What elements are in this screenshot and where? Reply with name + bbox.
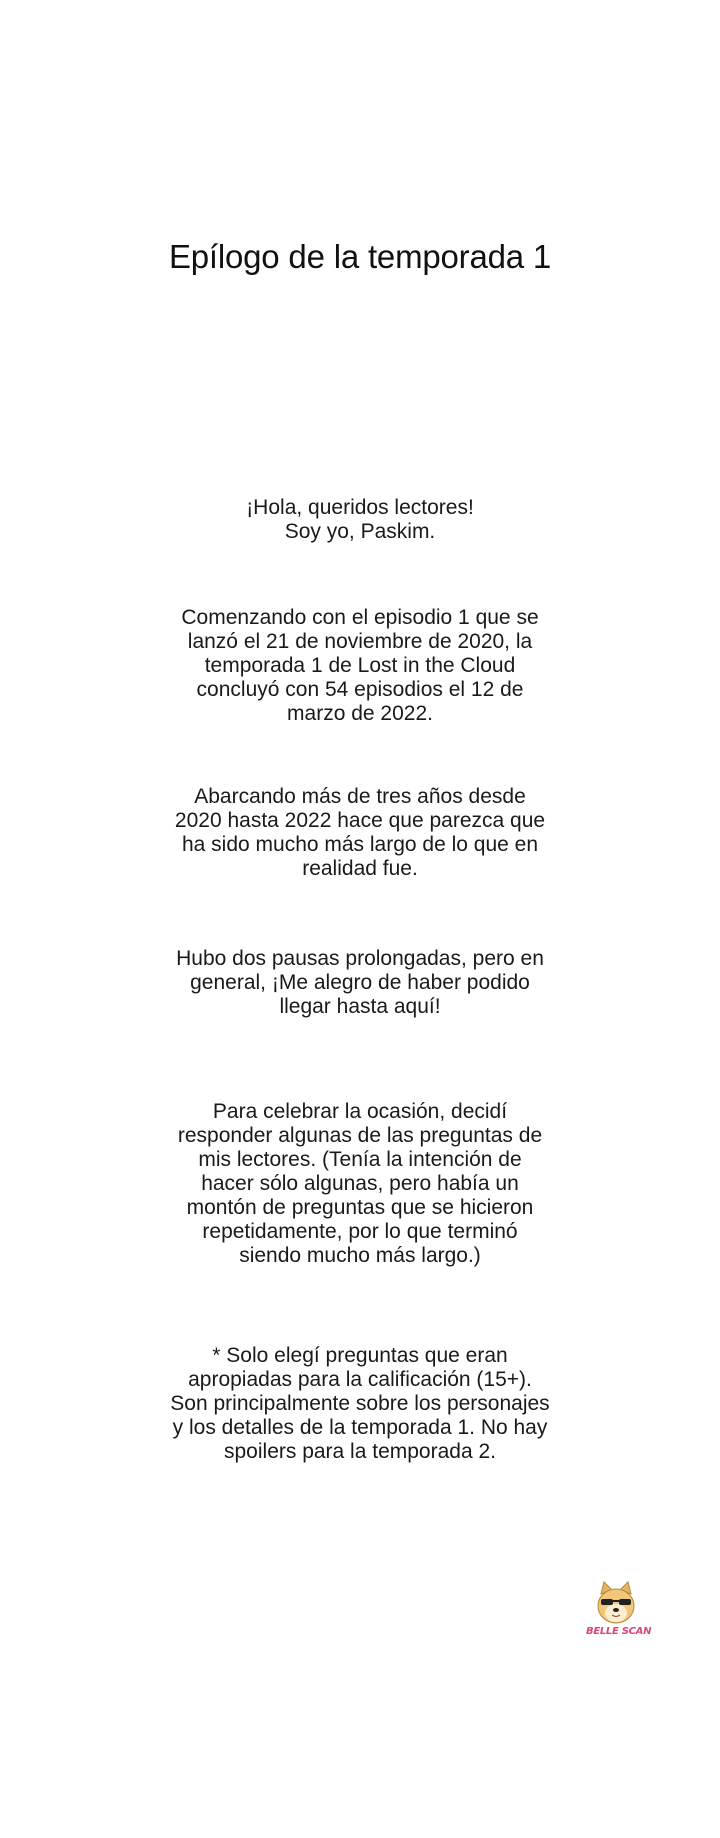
text-line: concluyó con 54 episodios el 12 de [196, 678, 524, 701]
text-line: y los detalles de la temporada 1. No hay [172, 1416, 548, 1439]
greeting-paragraph [160, 496, 560, 544]
text-line: Son principalmente sobre los personajes [170, 1392, 550, 1415]
text-line: Soy yo, Paskim. [284, 520, 436, 543]
text-line: apropiadas para la calificación (15+). [188, 1368, 532, 1391]
text-line: responder algunas de las preguntas de [177, 1124, 543, 1147]
text-line: lanzó el 21 de noviembre de 2020, la [187, 630, 533, 653]
text-line: Abarcando más de tres años desde [194, 785, 526, 808]
text-line: ha sido mucho más largo de lo que en [181, 833, 539, 856]
text-line: hacer sólo algunas, pero había un [201, 1172, 519, 1195]
watermark-text: BELLE SCAN [586, 1626, 652, 1637]
text-line: ¡Hola, queridos lectores! [246, 496, 474, 519]
note-paragraph [160, 1344, 560, 1464]
text-line: siendo mucho más largo.) [239, 1244, 481, 1267]
text-line: montón de preguntas que se hicieron [186, 1196, 534, 1219]
text-line: repetidamente, por lo que terminó [202, 1220, 518, 1243]
text-line: general, ¡Me alegro de haber podido [190, 971, 530, 994]
page-title: Epílogo de la temporada 1 [168, 238, 552, 275]
text-line: temporada 1 de Lost in the Cloud [204, 654, 516, 677]
watermark-logo [586, 1580, 652, 1642]
text-line: Hubo dos pausas prolongadas, pero en [176, 947, 544, 970]
celebration-paragraph [160, 1100, 560, 1268]
text-line: 2020 hasta 2022 hace que parezca que [174, 809, 546, 832]
text-line: mis lectores. (Tenía la intención de [198, 1148, 522, 1171]
text-line: llegar hasta aquí! [279, 995, 441, 1018]
time-span-paragraph [160, 785, 560, 881]
text-line: marzo de 2022. [287, 702, 433, 725]
text-line: spoilers para la temporada 2. [224, 1440, 496, 1463]
season-start-paragraph [160, 606, 560, 726]
doge-icon [586, 1580, 646, 1630]
text-line: Para celebrar la ocasión, decidí [212, 1100, 508, 1123]
pauses-paragraph [160, 947, 560, 1019]
text-line: * Solo elegí preguntas que eran [212, 1344, 508, 1367]
text-line: Comenzando con el episodio 1 que se [181, 606, 539, 629]
text-line: realidad fue. [302, 857, 418, 880]
